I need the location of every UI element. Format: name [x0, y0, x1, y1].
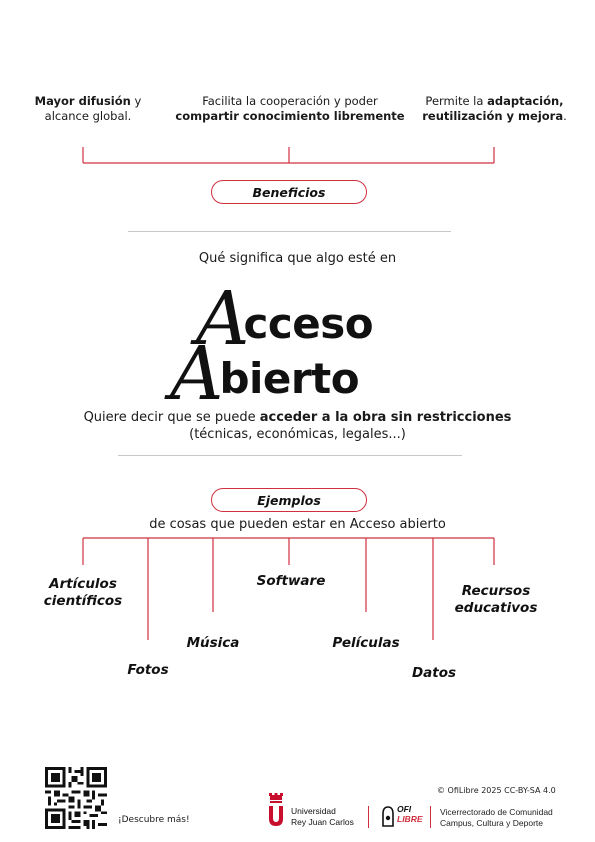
examples-pill-label: Ejemplos [257, 492, 321, 508]
example-fotos-label: Fotos [127, 662, 169, 678]
example-articulos-line2: científicos [43, 593, 123, 609]
vicerrectorado-line2: Campus, Cultura y Deporte [440, 818, 543, 828]
definition-line2: (técnicas, económicas, legales...) [189, 427, 406, 442]
benefit-center-line1: Facilita la cooperación y poder [202, 94, 378, 108]
example-articulos [33, 576, 133, 610]
definition-bold: acceder a la obra sin restricciones [259, 410, 512, 425]
ofilibre-bottom: LIBRE [397, 814, 423, 824]
university-line2: Rey Juan Carlos [291, 817, 354, 827]
word1-rest: cceso [243, 299, 374, 348]
benefit-right-bold1: adaptación, [487, 94, 564, 108]
benefit-left-line2: alcance global. [44, 109, 132, 123]
example-fotos [108, 662, 188, 679]
example-musica [173, 635, 253, 652]
ofilibre-top: OFI [397, 804, 412, 814]
word1-initial: A [196, 276, 250, 362]
urjc-crown-icon [266, 793, 286, 827]
benefit-right-bold2: reutilización y mejora [422, 109, 564, 123]
vicerrectorado-line1: Vicerrectorado de Comunidad [440, 807, 553, 817]
ofilibre-logo-icon [381, 804, 395, 828]
example-recursos-line2: educativos [454, 600, 538, 616]
example-datos-label: Datos [411, 665, 457, 681]
benefits-pill-label: Beneficios [252, 184, 326, 200]
example-articulos-line1: Artículos [49, 576, 117, 592]
definition-pre: Quiere decir que se puede [83, 410, 260, 425]
benefit-right-post: . [563, 109, 567, 123]
university-line1: Universidad [291, 806, 336, 816]
vicerrectorado [440, 807, 553, 829]
discover-more-text: ¡Descubre más! [118, 815, 190, 825]
university-name [291, 806, 354, 828]
copyright [437, 786, 556, 795]
copyright-text: © OfiLibre 2025 CC-BY-SA 4.0 [437, 786, 556, 795]
benefit-center-bold: compartir conocimiento libremente [175, 109, 405, 123]
ofilibre-text [397, 804, 423, 824]
example-software-label: Software [256, 573, 326, 589]
benefit-left-bold: Mayor difusión [34, 94, 131, 108]
example-musica-label: Música [186, 635, 240, 651]
example-recursos-line1: Recursos [461, 583, 531, 599]
word2-rest: bierto [219, 354, 360, 403]
example-software [241, 573, 341, 590]
example-datos [394, 665, 474, 682]
example-recursos [446, 583, 546, 617]
logo-divider-1 [368, 806, 369, 828]
qr-code-icon[interactable] [45, 767, 107, 829]
logo-divider-2 [430, 806, 431, 828]
example-peliculas-label: Películas [332, 635, 400, 651]
examples-subtitle-text: de cosas que pueden estar en Acceso abierto [149, 517, 446, 532]
discover-more-link[interactable] [118, 815, 190, 825]
benefit-left-rest: y [130, 94, 142, 108]
benefit-right-pre: Permite la [425, 94, 488, 108]
headline-question-text: Qué significa que algo esté en [198, 251, 397, 266]
example-peliculas [316, 635, 416, 652]
word2-initial: A [170, 331, 224, 417]
